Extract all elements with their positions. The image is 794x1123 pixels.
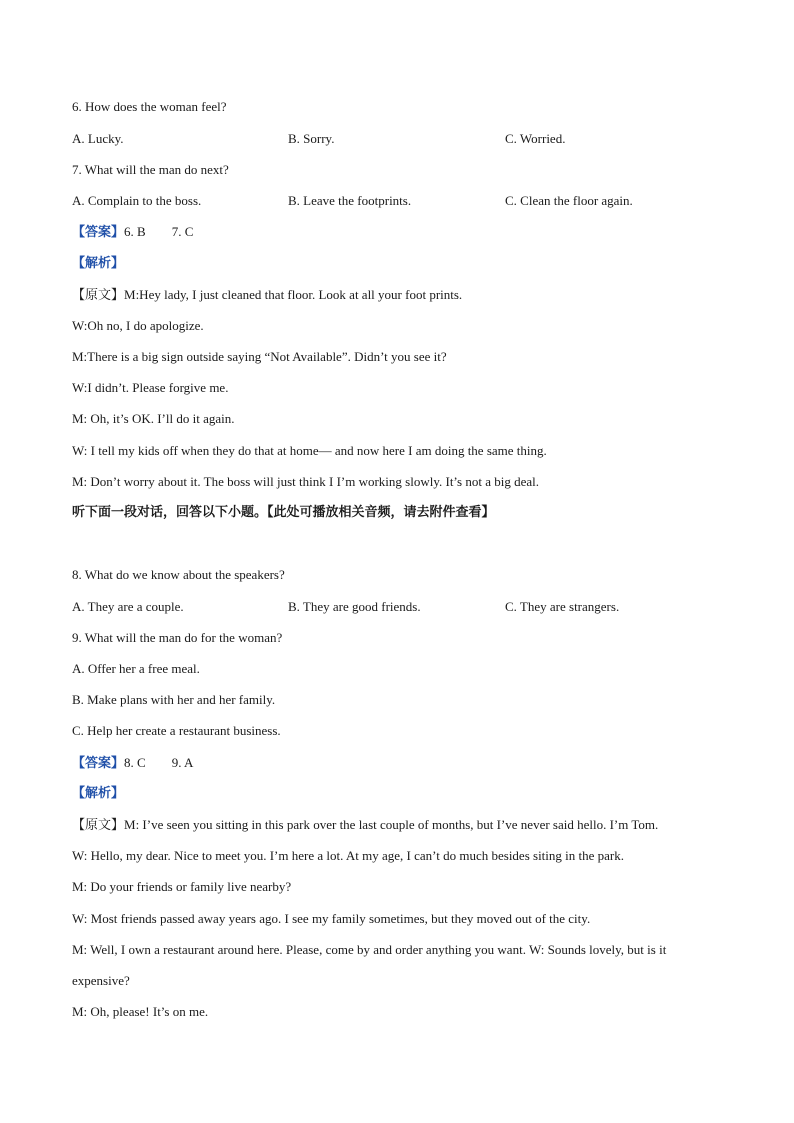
q8-option-a: A. They are a couple. — [72, 599, 184, 614]
transcript-line: M: Do your friends or family live nearby? — [72, 879, 292, 894]
q6-option-b: B. Sorry. — [288, 131, 335, 146]
answer-8: 8. C — [124, 755, 146, 770]
answer-6: 6. B — [124, 224, 146, 239]
q8-option-b: B. They are good friends. — [288, 599, 421, 614]
transcript-line: W:I didn’t. Please forgive me. — [72, 380, 229, 395]
q6-option-a: A. Lucky. — [72, 131, 124, 146]
transcript-label: 【原文】 — [72, 818, 125, 833]
transcript-label: 【原文】 — [72, 288, 125, 303]
transcript-line: M: Don’t worry about it. The boss will just think I I’m working slowly. It’s not a big deal. — [72, 474, 540, 489]
transcript-line: M: Well, I own a restaurant around here. Please, come by and order anything you want. W: Sounds lovely, but is it — [72, 942, 667, 957]
answer-line-1 — [72, 223, 193, 242]
transcript-line: W: Most friends passed away years ago. I see my family sometimes, but they moved out of the city. — [72, 911, 591, 926]
analysis-label: 【解析】 — [72, 786, 125, 801]
q9-option-b: B. Make plans with her and her family. — [72, 692, 276, 707]
transcript-line — [72, 286, 462, 305]
answer-label: 【答案】 — [72, 756, 125, 771]
answer-line-2 — [72, 754, 193, 773]
q8-option-c: C. They are strangers. — [505, 599, 620, 614]
listening-instruction: 听下面一段对话，回答以下小题。【此处可播放相关音频，请去附件查看】 — [72, 505, 495, 520]
answer-9: 9. A — [171, 755, 194, 770]
answer-label: 【答案】 — [72, 225, 125, 240]
transcript-text: M:Hey lady, I just cleaned that floor. Look at all your foot prints. — [124, 287, 463, 302]
transcript-line: W: Hello, my dear. Nice to meet you. I’m here a lot. At my age, I can’t do much besides siting in the park. — [72, 848, 624, 863]
answer-7: 7. C — [171, 224, 194, 239]
q7-option-a: A. Complain to the boss. — [72, 193, 202, 208]
question-7: 7. What will the man do next? — [72, 162, 229, 177]
transcript-line: M:There is a big sign outside saying “Not Available”. Didn’t you see it? — [72, 349, 447, 364]
transcript-text: M: I’ve seen you sitting in this park over the last couple of months, but I’ve never said hello. I’m Tom. — [124, 817, 659, 832]
q7-option-b: B. Leave the footprints. — [288, 193, 412, 208]
transcript-line: M: Oh, please! It’s on me. — [72, 1004, 209, 1019]
q9-option-c: C. Help her create a restaurant business. — [72, 723, 281, 738]
q9-option-a: A. Offer her a free meal. — [72, 661, 200, 676]
transcript-line: expensive? — [72, 973, 130, 988]
question-8: 8. What do we know about the speakers? — [72, 567, 285, 582]
question-6: 6. How does the woman feel? — [72, 99, 227, 114]
question-9: 9. What will the man do for the woman? — [72, 630, 283, 645]
transcript-line: W:Oh no, I do apologize. — [72, 318, 204, 333]
q7-option-c: C. Clean the floor again. — [505, 193, 633, 208]
q6-option-c: C. Worried. — [505, 131, 566, 146]
transcript-line — [72, 816, 658, 835]
analysis-label: 【解析】 — [72, 256, 125, 271]
transcript-line: M: Oh, it’s OK. I’ll do it again. — [72, 411, 235, 426]
transcript-line: W: I tell my kids off when they do that at home— and now here I am doing the same thing. — [72, 443, 547, 458]
